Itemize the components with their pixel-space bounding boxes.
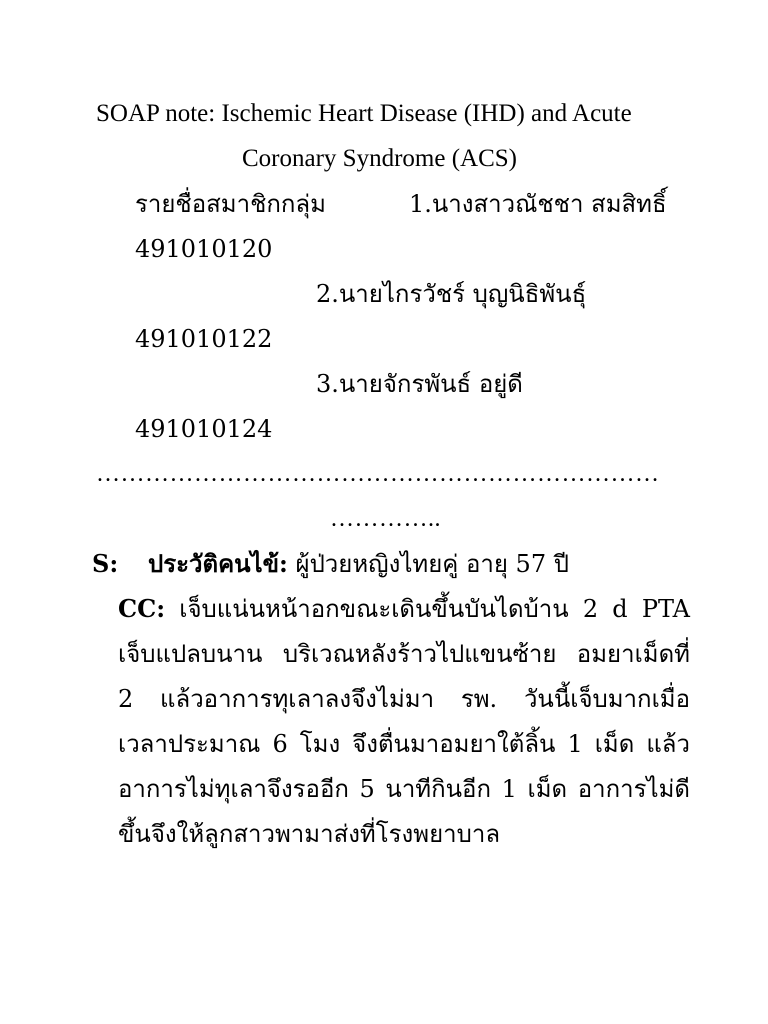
cc-line-5: อาการไม่ทุเลาจึงรออีก 5 นาทีกินอีก 1 เม็ด อาการไม่ดี <box>118 775 690 803</box>
member-2-name: 2.นายไกรวัชร์ บุญนิธิพันธุ์ <box>316 280 587 308</box>
member-2-id: 491010122 <box>135 325 273 353</box>
title-line-2: Coronary Syndrome (ACS) <box>242 145 517 172</box>
title-line-1: SOAP note: Ischemic Heart Disease (IHD) and Acute <box>96 100 632 127</box>
members-label: รายชื่อสมาชิกกลุ่ม <box>135 190 326 218</box>
member-1-name: 1.นางสาวณัชชา สมสิทธิ์ <box>409 190 667 218</box>
dotted-separator-1: …………………………………………………………… <box>96 461 660 487</box>
history-text: ผู้ป่วยหญิงไทยคู่ อายุ 57 ปี <box>287 550 569 578</box>
history-line <box>148 548 569 580</box>
cc-line-2: เจ็บแปลบนาน บริเวณหลังร้าวไปแขนซ้าย อมยาเม็ดที่ <box>118 640 690 668</box>
dotted-separator-2: ………….. <box>330 506 441 532</box>
cc-text-1: เจ็บแน่นหน้าอกขณะเดินขึ้นบันไดบ้าน 2 d PTA <box>165 595 690 623</box>
history-label: ประวัติคนไข้: <box>148 549 288 578</box>
cc-label: CC: <box>118 594 166 623</box>
cc-line-1 <box>118 593 690 625</box>
member-1-id: 491010120 <box>135 235 273 263</box>
section-s-label: S: <box>92 549 119 578</box>
cc-line-3: 2 แล้วอาการทุเลาลงจึงไม่มา รพ. วันนี้เจ็บมากเมื่อ <box>118 685 690 713</box>
cc-line-4: เวลาประมาณ 6 โมง จึงตื่นมาอมยาใต้ลิ้น 1 เม็ด แล้ว <box>118 730 690 758</box>
member-3-id: 491010124 <box>135 415 273 443</box>
member-3-name: 3.นายจักรพันธ์ อยู่ดี <box>316 370 523 398</box>
cc-line-6: ขึ้นจึงให้ลูกสาวพามาส่งที่โรงพยาบาล <box>118 820 501 848</box>
